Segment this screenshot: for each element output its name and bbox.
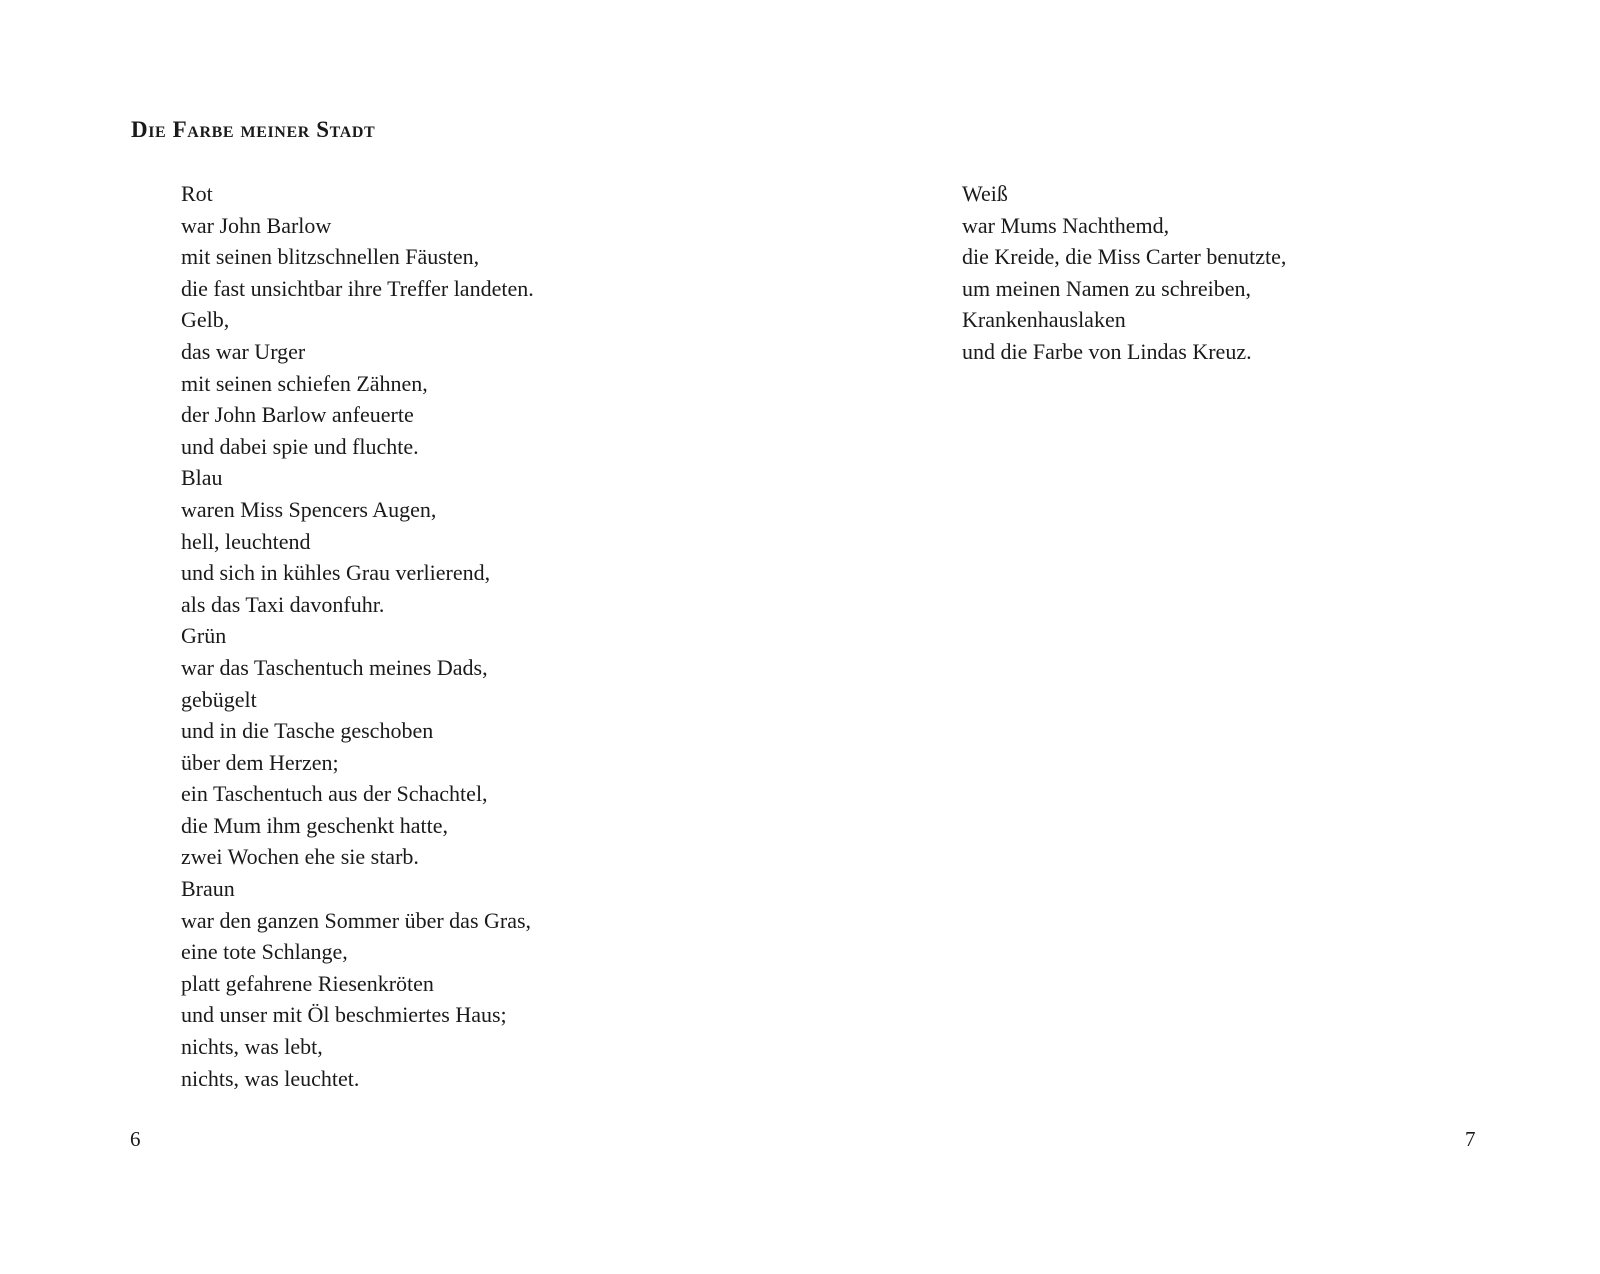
verse-line: war John Barlow [181, 212, 332, 238]
verse-line: als das Taxi davonfuhr. [181, 591, 385, 617]
verse-line: war das Taschentuch meines Dads, [181, 654, 488, 680]
verse-line: und sich in kühles Grau verlierend, [181, 560, 491, 586]
verse-line: war den ganzen Sommer über das Gras, [181, 907, 532, 933]
poem-text-right [962, 178, 1286, 368]
verse-line: mit seinen blitzschnellen Fäusten, [181, 244, 480, 270]
verse-line: über dem Herzen; [181, 749, 339, 775]
verse-line: Grün [181, 623, 227, 649]
verse-line: Krankenhauslaken [962, 307, 1126, 333]
verse-line: Rot [181, 181, 213, 206]
verse-line: Blau [181, 465, 223, 491]
verse-line: der John Barlow anfeuerte [181, 402, 414, 428]
poem-title: Die Farbe meiner Stadt [131, 117, 376, 142]
verse-line: und die Farbe von Lindas Kreuz. [962, 338, 1252, 364]
verse-line: hell, leuchtend [181, 528, 311, 554]
verse-line: nichts, was lebt, [181, 1034, 323, 1060]
verse-line: um meinen Namen zu schreiben, [962, 275, 1251, 301]
verse-line: zwei Wochen ehe sie starb. [181, 844, 419, 870]
verse-line: waren Miss Spencers Augen, [181, 496, 437, 522]
page-number-left: 6 [130, 1127, 141, 1151]
verse-line: Braun [181, 876, 235, 902]
verse-line: das war Urger [181, 338, 306, 364]
poem-text-left [181, 178, 534, 1094]
right-page [800, 0, 1600, 1274]
verse-line: und dabei spie und fluchte. [181, 433, 419, 459]
verse-line: war Mums Nachthemd, [962, 212, 1170, 238]
verse-line: mit seinen schiefen Zähnen, [181, 370, 428, 396]
verse-line: eine tote Schlange, [181, 939, 348, 965]
verse-line: und in die Tasche geschoben [181, 718, 434, 744]
page-number-right: 7 [1465, 1127, 1476, 1151]
verse-line: nichts, was leuchtet. [181, 1065, 360, 1091]
verse-line: platt gefahrene Riesenkröten [181, 970, 434, 996]
verse-line: Gelb, [181, 307, 230, 333]
verse-line: ein Taschentuch aus der Schachtel, [181, 781, 488, 807]
verse-line: die Kreide, die Miss Carter benutzte, [962, 244, 1287, 270]
verse-line: gebügelt [181, 686, 257, 712]
verse-line: und unser mit Öl beschmiertes Haus; [181, 1002, 507, 1028]
verse-line: die fast unsichtbar ihre Treffer landeten. [181, 275, 534, 301]
verse-line: Weiß [962, 181, 1008, 206]
verse-line: die Mum ihm geschenkt hatte, [181, 812, 448, 838]
